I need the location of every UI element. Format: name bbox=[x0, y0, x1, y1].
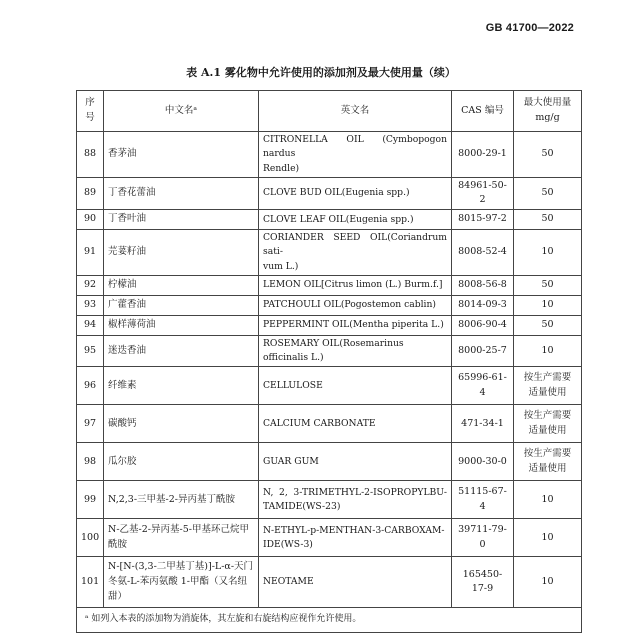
max-use-value: 按生产需要 bbox=[523, 410, 572, 422]
no-text: 92 bbox=[83, 279, 97, 291]
cell-cas bbox=[452, 443, 514, 481]
cell-en-name bbox=[259, 295, 452, 315]
cell-en-name bbox=[259, 405, 452, 443]
cell-en-name bbox=[259, 275, 452, 295]
col-header-max-use bbox=[514, 91, 582, 132]
en-name-line1: PEPPERMINT OIL(Mentha piperita L.) bbox=[263, 319, 444, 331]
cell-max-use bbox=[514, 519, 582, 557]
cell-no bbox=[77, 405, 104, 443]
max-use-value-line2: 适量使用 bbox=[528, 462, 567, 474]
cell-no bbox=[77, 177, 104, 209]
max-use-value: 50 bbox=[541, 319, 554, 331]
no-text: 95 bbox=[83, 344, 97, 356]
max-use-value: 10 bbox=[541, 576, 554, 588]
table-row bbox=[77, 335, 582, 367]
cell-no bbox=[77, 210, 104, 230]
table-row bbox=[77, 519, 582, 557]
cell-en-name bbox=[259, 519, 452, 557]
en-name-line1: CORIANDER SEED OIL(Coriandrum sati- bbox=[263, 232, 447, 258]
cn-name-text: 芫荽籽油 bbox=[108, 246, 147, 258]
cell-en-name bbox=[259, 177, 452, 209]
cell-cn-name bbox=[104, 367, 259, 405]
cell-cas bbox=[452, 275, 514, 295]
cn-name-text: N,2,3-三甲基-2-异丙基丁酰胺 bbox=[108, 493, 236, 505]
max-use-unit: mg/g bbox=[535, 112, 560, 123]
table-row bbox=[77, 230, 582, 276]
cell-max-use bbox=[514, 481, 582, 519]
cell-max-use bbox=[514, 315, 582, 335]
cas-text: 39711-79-0 bbox=[458, 524, 507, 550]
cell-en-name bbox=[259, 132, 452, 178]
cell-cas bbox=[452, 230, 514, 276]
col-header-no: 序号 bbox=[77, 91, 104, 132]
cn-name-text: 瓜尔胶 bbox=[108, 455, 137, 467]
cell-en-name bbox=[259, 443, 452, 481]
en-name-line1: LEMON OIL[Citrus limon (L.) Burm.f.] bbox=[263, 279, 443, 291]
table-header-row bbox=[77, 91, 582, 132]
cell-max-use bbox=[514, 557, 582, 608]
en-name-line2: IDE(WS-3) bbox=[263, 538, 313, 550]
cn-name-text: 椒样薄荷油 bbox=[108, 319, 156, 331]
no-text: 97 bbox=[83, 417, 97, 429]
cell-max-use bbox=[514, 367, 582, 405]
max-use-value: 10 bbox=[541, 246, 554, 258]
no-text: 93 bbox=[83, 299, 97, 311]
no-text: 89 bbox=[83, 187, 97, 199]
cas-text: 8000-29-1 bbox=[458, 148, 507, 160]
cell-max-use bbox=[514, 275, 582, 295]
en-name-line2: TAMIDE(WS-23) bbox=[263, 500, 341, 512]
cell-no bbox=[77, 519, 104, 557]
table-row bbox=[77, 132, 582, 178]
no-text: 90 bbox=[83, 213, 97, 225]
en-name-line1: NEOTAME bbox=[263, 576, 314, 588]
cell-no bbox=[77, 295, 104, 315]
cas-text: 8006-90-4 bbox=[458, 319, 507, 331]
cell-en-name bbox=[259, 210, 452, 230]
cell-en-name bbox=[259, 315, 452, 335]
cell-cn-name bbox=[104, 132, 259, 178]
table-body bbox=[77, 132, 582, 608]
no-text: 98 bbox=[83, 455, 97, 467]
cn-name-text: 广藿香油 bbox=[108, 299, 147, 311]
cas-text: 84961-50-2 bbox=[458, 179, 507, 206]
cell-max-use bbox=[514, 210, 582, 230]
cell-cas bbox=[452, 210, 514, 230]
no-text: 91 bbox=[83, 246, 97, 258]
col-header-en-name: 英文名 bbox=[259, 91, 452, 132]
cn-name-text: 柠檬油 bbox=[108, 279, 137, 291]
table-row bbox=[77, 405, 582, 443]
cas-text: 471-34-1 bbox=[461, 417, 504, 429]
table-row bbox=[77, 177, 582, 209]
table-row bbox=[77, 210, 582, 230]
max-use-value: 10 bbox=[541, 531, 554, 543]
en-name-line1: N-ETHYL-p-MENTHAN-3-CARBOXAM- bbox=[263, 524, 445, 536]
standard-code: GB 41700—2022 bbox=[485, 22, 574, 34]
cell-cn-name bbox=[104, 519, 259, 557]
cn-name-text: 迷迭香油 bbox=[108, 344, 147, 356]
cell-cas bbox=[452, 481, 514, 519]
cell-max-use bbox=[514, 295, 582, 315]
cas-text: 65996-61-4 bbox=[458, 372, 507, 398]
cell-cn-name bbox=[104, 295, 259, 315]
cell-en-name bbox=[259, 481, 452, 519]
cn-name-text: 纤维素 bbox=[108, 379, 137, 391]
max-use-value: 10 bbox=[541, 344, 554, 356]
max-use-value: 10 bbox=[541, 299, 554, 311]
cell-max-use bbox=[514, 230, 582, 276]
en-name-line2: vum L.) bbox=[263, 260, 299, 272]
table-row bbox=[77, 367, 582, 405]
max-use-value: 按生产需要 bbox=[523, 448, 572, 460]
cell-cas bbox=[452, 177, 514, 209]
en-name-line1: CLOVE LEAF OIL(Eugenia spp.) bbox=[263, 213, 414, 225]
cn-name-text: 丁香花蕾油 bbox=[108, 187, 156, 199]
cell-cn-name bbox=[104, 275, 259, 295]
table-footnote: ᵃ 如列入本表的添加物为消旋体，其左旋和右旋结构应视作允许使用。 bbox=[77, 608, 582, 633]
cas-text: 8008-56-8 bbox=[458, 279, 507, 291]
cell-no bbox=[77, 230, 104, 276]
cn-name-text: N-乙基-2-异丙基-5-甲基环己烷甲酰胺 bbox=[108, 524, 249, 550]
cell-cn-name bbox=[104, 335, 259, 367]
en-name-line1: CELLULOSE bbox=[263, 379, 323, 391]
table-row bbox=[77, 295, 582, 315]
no-text: 99 bbox=[83, 493, 97, 505]
cell-cas bbox=[452, 315, 514, 335]
en-name-line1: CALCIUM CARBONATE bbox=[263, 417, 376, 429]
additives-table bbox=[76, 90, 582, 633]
cell-cn-name bbox=[104, 481, 259, 519]
cell-cn-name bbox=[104, 230, 259, 276]
max-use-value: 10 bbox=[541, 493, 554, 505]
table-row bbox=[77, 481, 582, 519]
en-name-line1: PATCHOULI OIL(Pogostemon cablin) bbox=[263, 299, 436, 311]
max-use-value: 50 bbox=[541, 148, 554, 160]
en-name-line1: ROSEMARY OIL(Rosemarinus officinalis L.) bbox=[263, 337, 404, 364]
max-use-value: 按生产需要 bbox=[523, 372, 572, 384]
no-text: 96 bbox=[83, 379, 97, 391]
cell-no bbox=[77, 335, 104, 367]
cell-en-name bbox=[259, 335, 452, 367]
cn-name-text: N-[N-(3,3-二甲基丁基)]-L-α-天门冬氨-L-苯丙氨酸 1-甲酯（又名纽甜） bbox=[108, 561, 254, 602]
en-name-line2: Rendle) bbox=[263, 162, 300, 174]
cell-no bbox=[77, 315, 104, 335]
cell-max-use bbox=[514, 335, 582, 367]
cell-en-name bbox=[259, 557, 452, 608]
cell-cas bbox=[452, 335, 514, 367]
cas-text: 8008-52-4 bbox=[458, 246, 507, 258]
table-caption: 表 A.1 雾化物中允许使用的添加剂及最大使用量（续） bbox=[186, 66, 456, 79]
max-use-value: 50 bbox=[541, 213, 554, 225]
cell-cn-name bbox=[104, 315, 259, 335]
col-header-cas: CAS 编号 bbox=[452, 91, 514, 132]
cn-name-text: 丁香叶油 bbox=[108, 213, 147, 225]
cell-max-use bbox=[514, 177, 582, 209]
cell-cas bbox=[452, 367, 514, 405]
no-text: 101 bbox=[81, 576, 100, 588]
cell-cas bbox=[452, 519, 514, 557]
cn-name-text: 香茅油 bbox=[108, 148, 137, 160]
cell-cn-name bbox=[104, 210, 259, 230]
cas-text: 165450-17-9 bbox=[462, 568, 503, 595]
cell-no bbox=[77, 275, 104, 295]
col-header-cn-name: 中文名ᵃ bbox=[104, 91, 259, 132]
cell-no bbox=[77, 367, 104, 405]
cell-cn-name bbox=[104, 177, 259, 209]
no-text: 88 bbox=[83, 148, 97, 160]
table-row bbox=[77, 275, 582, 295]
table-row bbox=[77, 557, 582, 608]
cell-max-use bbox=[514, 405, 582, 443]
cn-name-text: 碳酸钙 bbox=[108, 417, 137, 429]
cell-cn-name bbox=[104, 557, 259, 608]
cell-cas bbox=[452, 132, 514, 178]
cell-cas bbox=[452, 557, 514, 608]
cas-text: 51115-67-4 bbox=[458, 486, 507, 512]
table-row bbox=[77, 315, 582, 335]
table-row bbox=[77, 443, 582, 481]
cell-cas bbox=[452, 405, 514, 443]
en-name-line1: CITRONELLA OIL (Cymbopogon nardus bbox=[263, 134, 447, 160]
cas-text: 8015-97-2 bbox=[458, 213, 507, 225]
cell-cas bbox=[452, 295, 514, 315]
cell-max-use bbox=[514, 443, 582, 481]
cas-text: 8000-25-7 bbox=[458, 344, 507, 356]
cell-no bbox=[77, 481, 104, 519]
max-use-label: 最大使用量 bbox=[523, 97, 572, 109]
footnote-row bbox=[77, 608, 582, 633]
cell-max-use bbox=[514, 132, 582, 178]
cas-text: 9000-30-0 bbox=[458, 455, 507, 467]
cell-en-name bbox=[259, 230, 452, 276]
max-use-value-line2: 适量使用 bbox=[528, 424, 567, 436]
cell-no bbox=[77, 557, 104, 608]
en-name-line1: N, 2, 3-TRIMETHYL-2-ISOPROPYLBU- bbox=[263, 486, 447, 498]
max-use-value: 50 bbox=[541, 187, 554, 199]
cell-en-name bbox=[259, 367, 452, 405]
cell-cn-name bbox=[104, 443, 259, 481]
max-use-value-line2: 适量使用 bbox=[528, 386, 567, 398]
cell-no bbox=[77, 443, 104, 481]
cell-no bbox=[77, 132, 104, 178]
cell-cn-name bbox=[104, 405, 259, 443]
no-text: 100 bbox=[81, 531, 100, 543]
no-text: 94 bbox=[83, 319, 97, 331]
cas-text: 8014-09-3 bbox=[458, 299, 507, 311]
en-name-line1: GUAR GUM bbox=[263, 455, 319, 467]
en-name-line1: CLOVE BUD OIL(Eugenia spp.) bbox=[263, 187, 410, 199]
max-use-value: 50 bbox=[541, 279, 554, 291]
